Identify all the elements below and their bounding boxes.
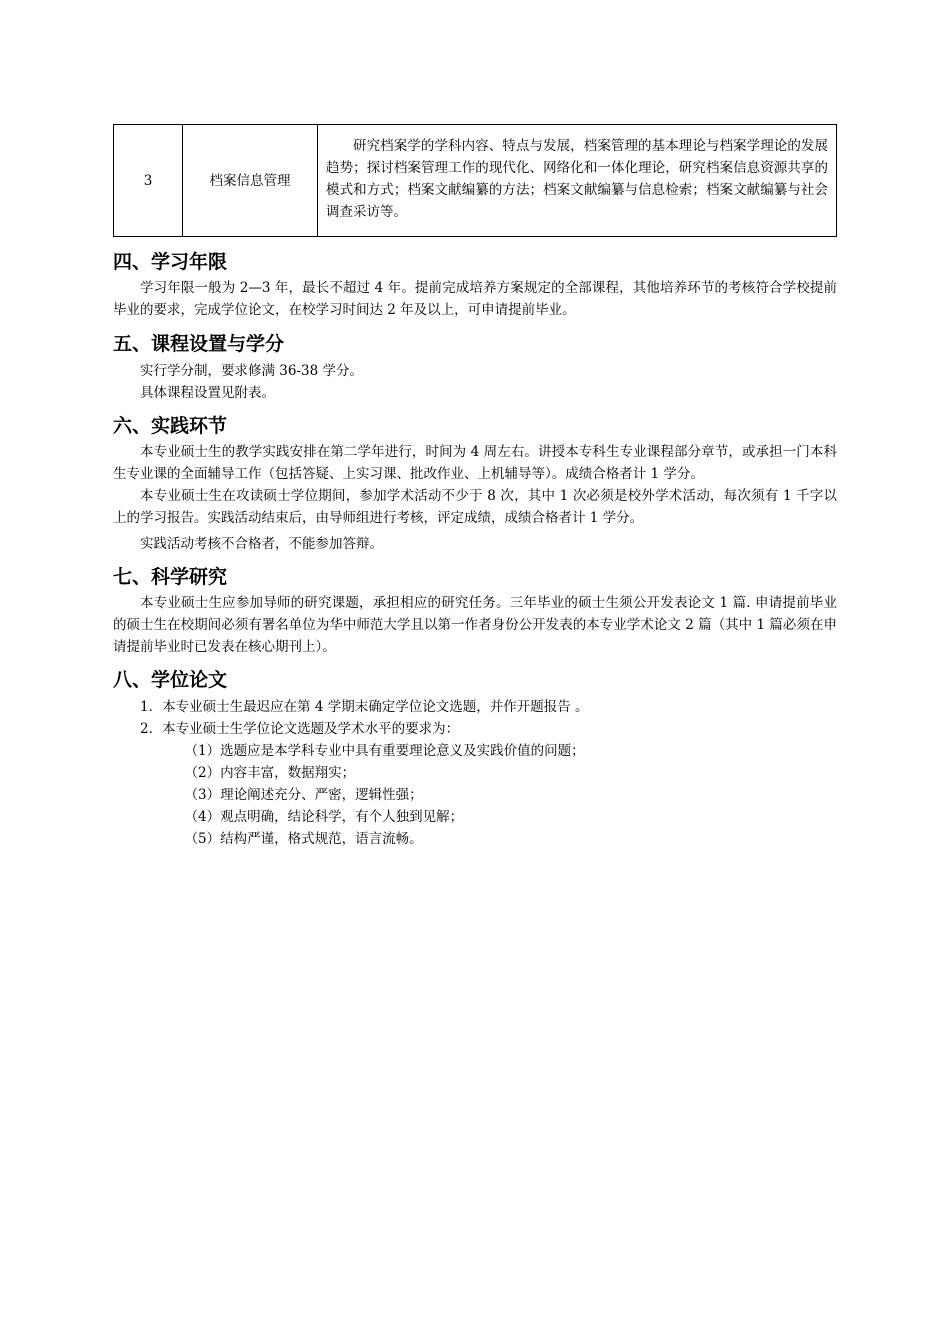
section-4-title: 四、学习年限 (113, 251, 228, 273)
direction-description-text: 研究档案学的学科内容、特点与发展，档案管理的基本理论与档案学理论的发展趋势；探讨档案管理工作的现代化、网络化和一体化理论，研究档案信息资源共享的模式和方式；档案文献编纂的方法；档案文献编纂与信息检索；档案文献编纂与社会调查采访等。 (326, 138, 828, 220)
requirement-item: （3）理论阐述充分、严密，逻辑性强； (184, 787, 423, 803)
document-page (113, 124, 837, 850)
section-7-title: 七、科学研究 (113, 566, 228, 588)
table-row (114, 125, 837, 237)
course-direction-table (113, 124, 837, 237)
section-5-title: 五、课程设置与学分 (113, 333, 285, 355)
section-5-line-1: 实行学分制，要求修满 36-38 学分。 (140, 363, 364, 379)
section-8-title: 八、学位论文 (113, 669, 228, 691)
requirement-item: （5）结构严谨，格式规范，语言流畅。 (184, 831, 423, 847)
section-6-paragraph-2: 本专业硕士生在攻读硕士学位期间，参加学术活动不少于 8 次，其中 1 次必须是校外学术活动，每次须有 1 千字以上的学习报告。实践活动结束后，由导师组进行考核，评定成绩，成绩合格者计 1 学分。 (113, 488, 837, 526)
section-5-line-2: 具体课程设置见附表。 (140, 385, 275, 401)
section-4-paragraph: 学习年限一般为 2—3 年，最长不超过 4 年。提前完成培养方案规定的全部课程，其他培养环节的考核符合学校提前毕业的要求，完成学位论文，在校学习时间达 2 年及以上，可申请提前毕业。 (113, 280, 837, 318)
section-7-paragraph: 本专业硕士生应参加导师的研究课题，承担相应的研究任务。三年毕业的硕士生须公开发表论文 1 篇. 申请提前毕业的硕士生在校期间必须有署名单位为华中师范大学且以第一作者身份公开发表的本专业学术论文 2 篇（其中 1 篇必须在申请提前毕业时已发表在核心期刊上）。 (113, 595, 837, 655)
section-6-paragraph-1: 本专业硕士生的教学实践安排在第二学年进行，时间为 4 周左右。讲授本专科生专业课程部分章节，或承担一门本科生专业课的全面辅导工作（包括答疑、上实习课、批改作业、上机辅导等）。成绩合格者计 1 学分。 (113, 444, 837, 482)
section-8-item-2: 2．本专业硕士生学位论文选题及学术水平的要求为： (140, 721, 460, 737)
row-number: 3 (114, 125, 183, 237)
direction-description (318, 125, 837, 237)
section-8-item-1: 1．本专业硕士生最迟应在第 4 学期末确定学位论文选题，并作开题报告 。 (140, 699, 589, 715)
section-6-title: 六、实践环节 (113, 415, 228, 437)
requirement-item: （1）选题应是本学科专业中具有重要理论意义及实践价值的问题； (184, 743, 585, 759)
requirement-item: （4）观点明确，结论科学，有个人独到见解； (184, 809, 464, 825)
direction-name: 档案信息管理 (183, 125, 318, 237)
requirement-item: （2）内容丰富，数据翔实； (184, 765, 356, 781)
section-6-paragraph-3: 实践活动考核不合格者，不能参加答辩。 (140, 536, 383, 552)
